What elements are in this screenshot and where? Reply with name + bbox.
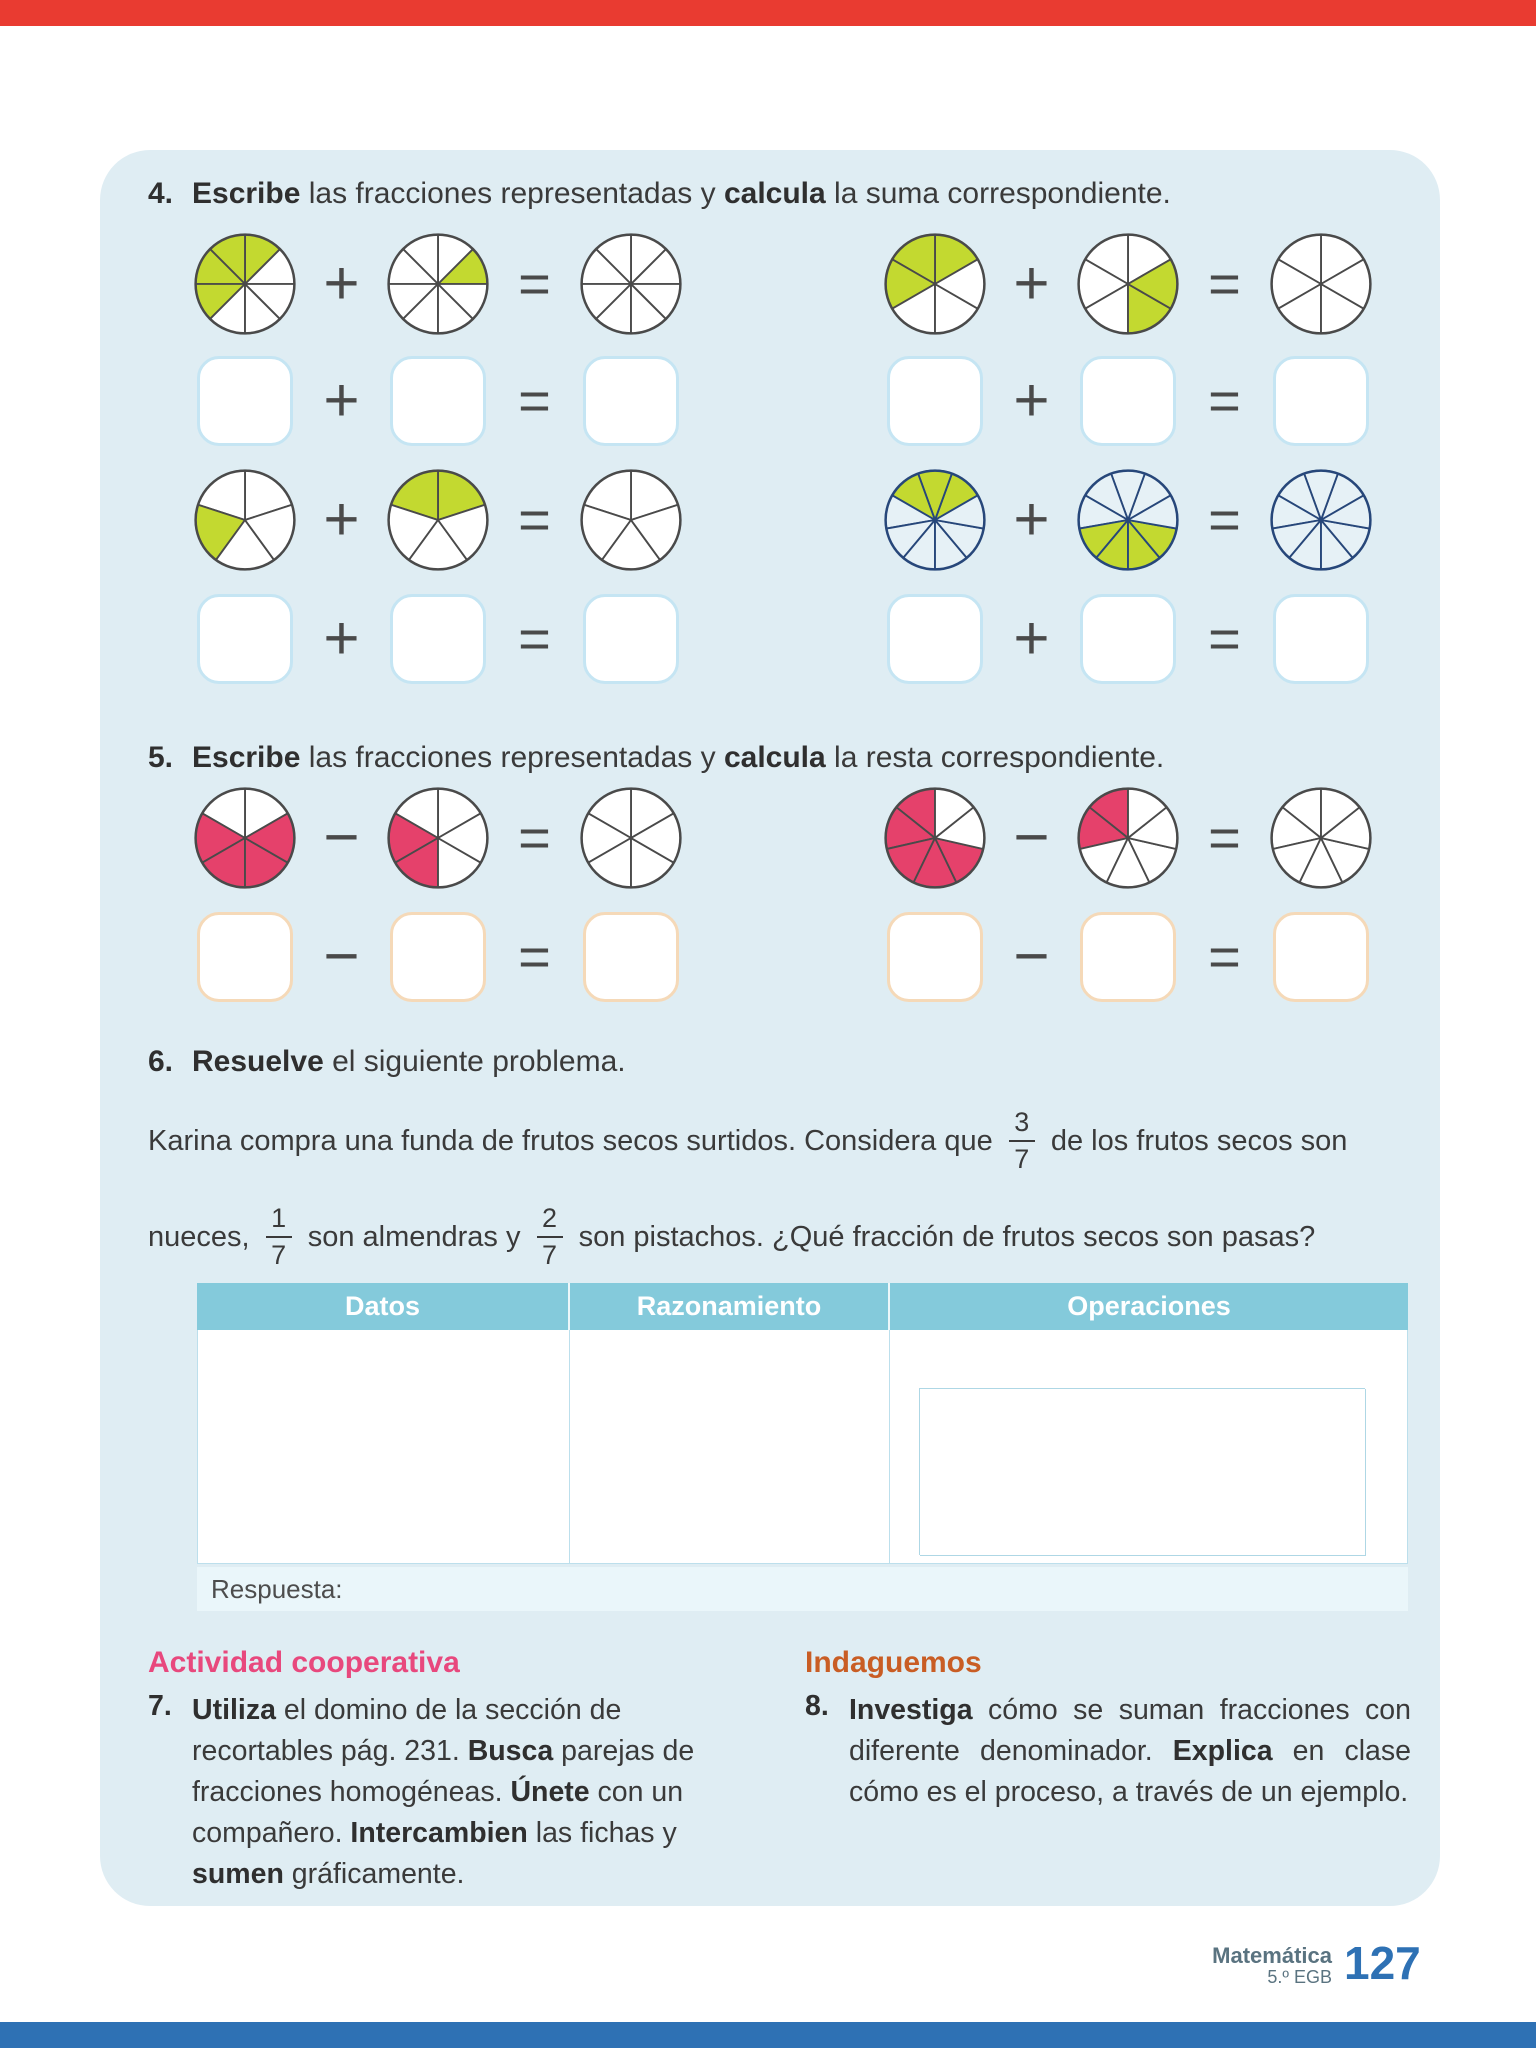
plus-operator: + <box>1013 249 1050 318</box>
grid-cell[interactable] <box>1142 1431 1188 1474</box>
fraction-answer-box[interactable] <box>887 912 983 1002</box>
section-title-actividad-cooperativa: Actividad cooperativa <box>148 1646 460 1679</box>
operations-grid <box>919 1388 1365 1555</box>
answer-box-cell <box>192 912 298 1002</box>
answer-box-cell <box>882 594 988 684</box>
bottom-blue-bar <box>0 2022 1536 2048</box>
fraction: $\frac{3}{7}$ <box>1009 1109 1035 1173</box>
grid-cell[interactable] <box>1320 1389 1366 1432</box>
equals-operator: = <box>1208 252 1241 315</box>
fraction-answer-box[interactable] <box>390 594 486 684</box>
exercise4-row2-answers <box>192 594 1374 684</box>
minus-operator: − <box>323 922 360 991</box>
fraction-pie <box>385 468 491 572</box>
equals-operator: = <box>518 925 551 988</box>
pie-equation-group-5-right <box>882 786 1374 890</box>
section-title-indaguemos: Indaguemos <box>805 1646 982 1679</box>
fraction-pie <box>192 232 298 336</box>
grid-cell[interactable] <box>1231 1431 1277 1474</box>
answer-box-cell <box>192 356 298 446</box>
exercise4-row1-answers <box>192 356 1374 446</box>
equals-operator: = <box>518 252 551 315</box>
result-fraction-pie <box>1268 232 1374 336</box>
fraction-pie <box>385 232 491 336</box>
equals-operator: = <box>1208 488 1241 551</box>
plus-operator: + <box>1013 485 1050 554</box>
grid-cell[interactable] <box>1009 1514 1055 1557</box>
equals-operator: = <box>518 607 551 670</box>
pie-equation-group-4b-right <box>882 468 1374 572</box>
fraction-pie <box>192 786 298 890</box>
grid-cell[interactable] <box>1231 1472 1277 1515</box>
answer-box-cell <box>1075 594 1181 684</box>
fraction-answer-box[interactable] <box>583 594 679 684</box>
result-fraction-pie <box>578 232 684 336</box>
equals-operator: = <box>518 488 551 551</box>
fraction-answer-box[interactable] <box>197 912 293 1002</box>
brand-subject: Matemática <box>1212 1943 1332 1968</box>
answer-box-group <box>192 356 684 446</box>
respuesta-label: Respuesta: <box>211 1573 343 1604</box>
exercise4-number: 4. <box>148 177 174 210</box>
exercise6-heading-text: Resuelve el siguiente problema. <box>192 1045 626 1078</box>
result-fraction-pie <box>578 468 684 572</box>
plus-operator: + <box>323 604 360 673</box>
exercise6-heading <box>148 1044 626 1080</box>
grid-cell[interactable] <box>1187 1514 1233 1557</box>
exercise5-heading <box>148 740 1164 776</box>
answer-box-cell <box>1075 912 1181 1002</box>
grid-cell[interactable] <box>1098 1431 1144 1474</box>
answer-box-cell <box>385 594 491 684</box>
exercise4-row2-pies <box>192 468 1374 572</box>
fraction-pie <box>1075 232 1181 336</box>
operaciones-cell[interactable] <box>890 1330 1407 1563</box>
pie-equation-group-4b-left <box>192 468 684 572</box>
problem-table <box>197 1283 1408 1611</box>
result-fraction-pie <box>1268 786 1374 890</box>
exercise4-row1-pies <box>192 232 1374 336</box>
grid-cell[interactable] <box>1053 1431 1099 1474</box>
grid-cell[interactable] <box>1009 1472 1055 1515</box>
pie-equation-group-4a-left <box>192 232 684 336</box>
fraction-answer-box[interactable] <box>887 594 983 684</box>
fraction-pie <box>1075 786 1181 890</box>
fraction-answer-box[interactable] <box>1080 356 1176 446</box>
exercise8-number: 8. <box>805 1690 829 1722</box>
equals-operator: = <box>1208 806 1241 869</box>
fraction-answer-box[interactable] <box>390 356 486 446</box>
grid-cell[interactable] <box>1320 1514 1366 1557</box>
fraction-answer-box[interactable] <box>583 356 679 446</box>
grid-cell[interactable] <box>1142 1514 1188 1557</box>
exercise4-heading-text: Escribe las fracciones representadas y calcula la suma correspondiente. <box>192 177 1171 210</box>
table-body <box>197 1330 1408 1564</box>
grid-cell[interactable] <box>920 1431 966 1474</box>
grid-cell[interactable] <box>1053 1514 1099 1557</box>
answer-box-cell <box>1268 594 1374 684</box>
answer-box-cell <box>882 912 988 1002</box>
fraction-pie <box>192 468 298 572</box>
minus-operator: − <box>323 803 360 872</box>
pie-equation-group-5-left <box>192 786 684 890</box>
book-brand <box>1212 1944 1332 1988</box>
grid-cell[interactable] <box>1187 1389 1233 1432</box>
exercise7-text: Utiliza el domino de la sección de recortables pág. 231. Busca parejas de fracciones homogéneas. Únete con un compañero. Intercambien las fichas y sumen gráficamente. <box>192 1694 695 1890</box>
table-header-row <box>197 1283 1408 1330</box>
plus-operator: + <box>1013 366 1050 435</box>
answer-box-group <box>882 594 1374 684</box>
exercise5-number: 5. <box>148 741 174 774</box>
header-operaciones: Operaciones <box>890 1283 1408 1330</box>
grid-cell[interactable] <box>920 1472 966 1515</box>
grid-cell[interactable] <box>1320 1431 1366 1474</box>
fraction-answer-box[interactable] <box>1273 356 1369 446</box>
equals-operator: = <box>1208 369 1241 432</box>
grid-cell[interactable] <box>1320 1472 1366 1515</box>
grid-cell[interactable] <box>1009 1431 1055 1474</box>
grid-cell[interactable] <box>1276 1472 1322 1515</box>
equals-operator: = <box>1208 925 1241 988</box>
minus-operator: − <box>1013 803 1050 872</box>
brand-grade: 5.º EGB <box>1267 1967 1332 1988</box>
fraction-pie <box>1075 468 1181 572</box>
pie-equation-group-4a-right <box>882 232 1374 336</box>
fraction-pie <box>882 468 988 572</box>
fraction: $\frac{2}{7}$ <box>537 1205 563 1269</box>
exercise5-heading-text: Escribe las fracciones representadas y calcula la resta correspondiente. <box>192 741 1165 774</box>
fraction: $\frac{1}{7}$ <box>266 1205 292 1269</box>
equals-operator: = <box>518 369 551 432</box>
fraction-answer-box[interactable] <box>1080 912 1176 1002</box>
fraction-answer-box[interactable] <box>197 356 293 446</box>
grid-cell[interactable] <box>1276 1431 1322 1474</box>
grid-cell[interactable] <box>1098 1389 1144 1432</box>
page-number: 127 <box>1344 1937 1421 1989</box>
answer-box-group <box>192 912 684 1002</box>
grid-cell[interactable] <box>964 1514 1010 1557</box>
grid-cell[interactable] <box>1142 1472 1188 1515</box>
grid-cell[interactable] <box>964 1472 1010 1515</box>
fraction-pie <box>385 786 491 890</box>
grid-cell[interactable] <box>964 1389 1010 1432</box>
problem-line-2: nueces, $\frac{1}{7}$ son almendras y $\frac{2}{7}$ son pistachos. ¿Qué fracción de frutos secos son pasas? <box>148 1203 1316 1270</box>
plus-operator: + <box>1013 604 1050 673</box>
answer-box-group <box>882 912 1374 1002</box>
grid-cell[interactable] <box>1098 1472 1144 1515</box>
answer-box-cell <box>578 356 684 446</box>
exercise8 <box>805 1690 1411 1813</box>
fraction-answer-box[interactable] <box>887 356 983 446</box>
grid-cell[interactable] <box>920 1514 966 1557</box>
grid-cell[interactable] <box>964 1431 1010 1474</box>
exercise8-text: Investiga cómo se suman fracciones con diferente denominador. Explica en clase cómo es el proceso, a través de un ejemplo. <box>849 1694 1411 1808</box>
respuesta-row[interactable] <box>197 1567 1408 1611</box>
top-red-bar <box>0 0 1536 26</box>
header-datos: Datos <box>197 1283 570 1330</box>
exercise4-heading <box>148 176 1171 212</box>
grid-cell[interactable] <box>1098 1514 1144 1557</box>
exercise6-number: 6. <box>148 1045 174 1078</box>
exercise5-answers <box>192 912 1374 1002</box>
answer-box-cell <box>1268 912 1374 1002</box>
answer-box-cell <box>192 594 298 684</box>
answer-box-cell <box>578 912 684 1002</box>
grid-cell[interactable] <box>1231 1389 1277 1432</box>
answer-box-group <box>192 594 684 684</box>
word-problem <box>148 1100 1418 1278</box>
razonamiento-cell[interactable] <box>570 1330 889 1563</box>
grid-cell[interactable] <box>1053 1389 1099 1432</box>
answer-box-cell <box>1075 356 1181 446</box>
fraction-answer-box[interactable] <box>1080 594 1176 684</box>
answer-box-cell <box>385 912 491 1002</box>
grid-cell[interactable] <box>1053 1472 1099 1515</box>
answer-box-cell <box>882 356 988 446</box>
exercise7 <box>148 1690 720 1895</box>
exercise5-pies <box>192 786 1374 890</box>
fraction-answer-box[interactable] <box>197 594 293 684</box>
datos-cell[interactable] <box>198 1330 570 1563</box>
equals-operator: = <box>518 806 551 869</box>
grid-cell[interactable] <box>1187 1431 1233 1474</box>
answer-box-cell <box>578 594 684 684</box>
exercise7-number: 7. <box>148 1690 172 1722</box>
answer-box-group <box>882 356 1374 446</box>
plus-operator: + <box>323 249 360 318</box>
fraction-answer-box[interactable] <box>1273 912 1369 1002</box>
grid-cell[interactable] <box>1009 1389 1055 1432</box>
problem-line-1: Karina compra una funda de frutos secos surtidos. Considera que $\frac{3}{7}$ de los frutos secos son <box>148 1107 1348 1174</box>
result-fraction-pie <box>578 786 684 890</box>
result-fraction-pie <box>1268 468 1374 572</box>
answer-box-cell <box>385 356 491 446</box>
answer-box-cell <box>1268 356 1374 446</box>
header-razonamiento: Razonamiento <box>570 1283 890 1330</box>
fraction-pie <box>882 786 988 890</box>
grid-cell[interactable] <box>1231 1514 1277 1557</box>
fraction-answer-box[interactable] <box>583 912 679 1002</box>
grid-cell[interactable] <box>1187 1472 1233 1515</box>
minus-operator: − <box>1013 922 1050 991</box>
grid-cell[interactable] <box>920 1389 966 1432</box>
plus-operator: + <box>323 366 360 435</box>
equals-operator: = <box>1208 607 1241 670</box>
grid-cell[interactable] <box>1142 1389 1188 1432</box>
fraction-answer-box[interactable] <box>390 912 486 1002</box>
fraction-answer-box[interactable] <box>1273 594 1369 684</box>
grid-cell[interactable] <box>1276 1389 1322 1432</box>
plus-operator: + <box>323 485 360 554</box>
fraction-pie <box>882 232 988 336</box>
grid-cell[interactable] <box>1276 1514 1322 1557</box>
